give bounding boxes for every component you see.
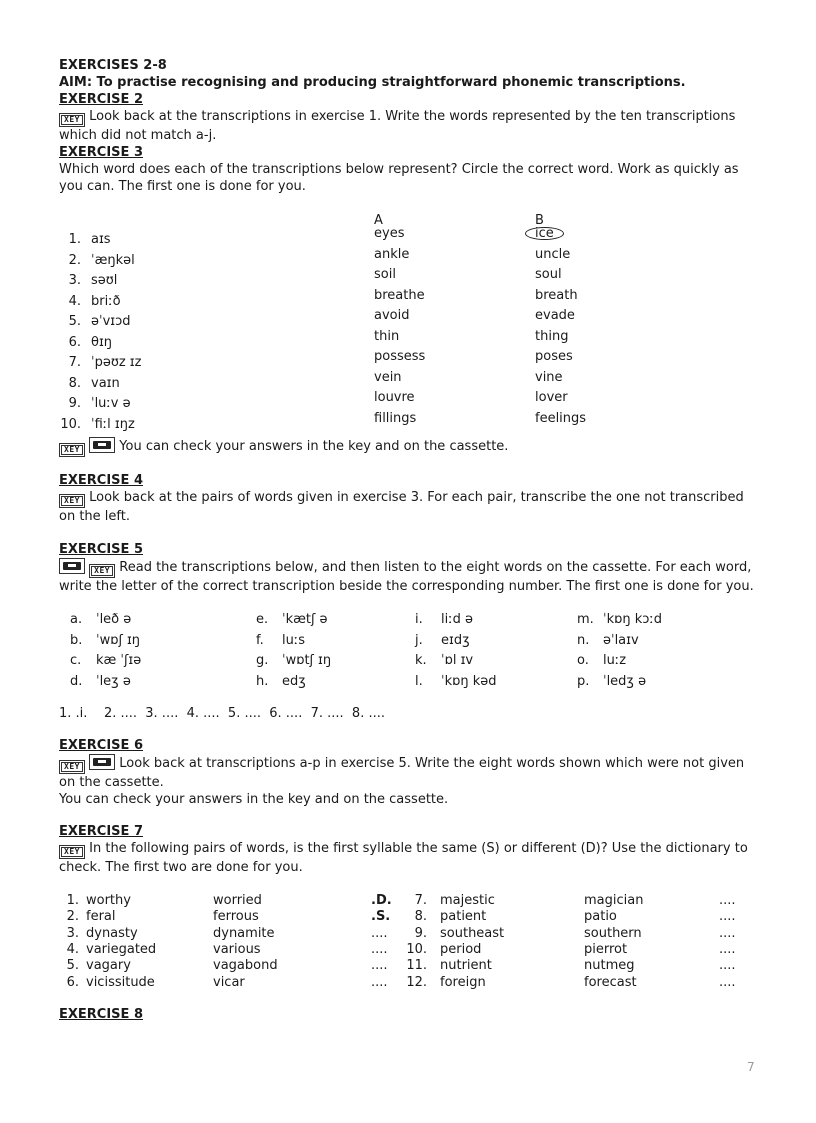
exercise-6-text: [59, 754, 759, 791]
option-letter: j.: [415, 632, 423, 648]
second-word: various: [213, 941, 261, 957]
worksheet-page: [59, 57, 759, 1023]
transcription: əˈvɪɔd: [91, 314, 131, 329]
option-letter: e.: [256, 612, 269, 627]
answer: .D.: [371, 893, 392, 908]
option-b: thing: [535, 328, 569, 344]
item-number: 10.: [60, 416, 81, 432]
second-word: nutmeg: [584, 958, 635, 974]
exercise-6-text-2: You can check your answers in the key and on the cassette.: [59, 792, 449, 807]
key-icon: XEY: [59, 113, 85, 127]
exercise-3-check-text: You can check your answers in the key and on the cassette.: [119, 439, 509, 454]
option-a: thin: [374, 328, 400, 344]
option-transcription: ˈwɒʃ ɪŋ: [96, 632, 141, 648]
option-letter: o.: [577, 653, 589, 668]
transcription: briːð: [91, 293, 121, 309]
pair-number: 8.: [414, 909, 427, 925]
exercise-3-table: [59, 212, 759, 432]
first-word: foreign: [440, 974, 486, 990]
pair-number: 7.: [414, 893, 427, 908]
option-a: vein: [374, 369, 402, 385]
answer: ....: [371, 958, 388, 974]
main-heading: EXERCISES 2-8: [59, 58, 167, 73]
exercise-7-instructions: In the following pairs of words, is the first syllable the same (S) or different (D)? Use the dictionary to check. The first two are done for you.: [59, 841, 748, 875]
option-transcription: ˈkætʃ ə: [282, 612, 328, 627]
exercise-2-title: EXERCISE 2: [59, 92, 143, 107]
pair-number: 12.: [406, 974, 427, 990]
item-number: 6.: [68, 334, 81, 350]
first-word: nutrient: [440, 958, 492, 974]
item-number: 2.: [68, 252, 81, 268]
option-transcription: ˈleʒ ə: [96, 673, 131, 689]
aim-heading: AIM: To practise recognising and producing straightforward phonemic transcriptions.: [59, 75, 686, 90]
exercise-7-title: EXERCISE 7: [59, 824, 143, 839]
cassette-icon: [89, 437, 115, 453]
key-icon: XEY: [89, 564, 115, 578]
answer: ....: [719, 909, 736, 925]
second-word: southern: [584, 925, 642, 941]
key-icon: XEY: [59, 760, 85, 774]
column-b-header: B: [535, 213, 544, 228]
option-transcription: ˈkɒŋ kɔːd: [603, 612, 663, 627]
option-transcription: eɪdʒ: [441, 632, 470, 648]
first-word: feral: [86, 909, 116, 925]
option-a: avoid: [374, 308, 410, 323]
option-transcription: ˈledʒ ə: [603, 673, 647, 689]
exercise-8-title: EXERCISE 8: [59, 1007, 143, 1022]
first-word: worthy: [86, 893, 131, 908]
option-b: breath: [535, 287, 578, 303]
exercise-5-title: EXERCISE 5: [59, 542, 143, 557]
exercise-7-text: [59, 840, 759, 876]
option-transcription: əˈlaɪv: [603, 632, 639, 648]
transcription: ˈfiːl ɪŋz: [91, 416, 135, 432]
option-a: breathe: [374, 287, 425, 303]
first-word: variegated: [86, 941, 157, 957]
answer: ....: [719, 974, 736, 990]
first-word: majestic: [440, 893, 495, 908]
key-icon: XEY: [59, 845, 85, 859]
key-icon: XEY: [59, 443, 85, 457]
option-b: poses: [535, 349, 573, 364]
exercise-3-title: EXERCISE 3: [59, 145, 143, 160]
answer: .S.: [371, 909, 391, 925]
first-word: patient: [440, 909, 487, 925]
exercise-6-instructions: Look back at transcriptions a-p in exercise 5. Write the eight words shown which were not given on the cassette.: [59, 756, 745, 790]
option-letter: l.: [415, 673, 423, 689]
exercise-4-instructions: Look back at the pairs of words given in exercise 3. For each pair, transcribe the one not transcribed on the left.: [59, 490, 744, 524]
option-b: lover: [535, 390, 568, 405]
pair-number: 10.: [406, 941, 427, 957]
option-letter: d.: [70, 673, 83, 689]
exercise-2-instructions: Look back at the transcriptions in exercise 1. Write the words represented by the ten transcriptions which did not match a-j.: [59, 109, 736, 143]
exercise-6-title: EXERCISE 6: [59, 738, 143, 753]
exercise-2-text: [59, 108, 759, 144]
pair-number: 9.: [414, 925, 427, 941]
option-b: feelings: [535, 410, 587, 426]
option-transcription: ˈkɒŋ kəd: [441, 673, 497, 689]
option-transcription: luːs: [282, 632, 306, 648]
option-letter: h.: [256, 673, 269, 689]
exercise-3-check: [59, 437, 759, 457]
item-number: 9.: [68, 396, 81, 411]
option-b: uncle: [535, 246, 571, 262]
option-letter: p.: [577, 673, 590, 689]
answer: ....: [719, 941, 736, 957]
transcription: vaɪn: [91, 375, 120, 391]
item-number: 5.: [68, 314, 81, 329]
pair-number: 4.: [66, 941, 79, 957]
exercise-5-instructions: Read the transcriptions below, and then listen to the eight words on the cassette. For each word, write the letter of the correct transcription beside the corresponding number. The first one is done for you.: [59, 560, 754, 594]
page-number: 7: [747, 1060, 755, 1074]
exercise-4-title: EXERCISE 4: [59, 473, 143, 488]
second-word: pierrot: [584, 941, 628, 957]
second-word: magician: [584, 893, 644, 908]
answer: ....: [371, 941, 388, 957]
answer: ....: [371, 925, 388, 941]
option-a: possess: [374, 349, 426, 364]
second-word: vicar: [213, 974, 245, 990]
option-a: fillings: [374, 410, 417, 426]
pair-number: 5.: [66, 958, 79, 974]
exercise-4-text: [59, 489, 759, 525]
item-number: 1.: [68, 232, 81, 247]
pair-number: 3.: [66, 925, 79, 941]
first-word: period: [440, 941, 482, 957]
second-word: vagabond: [213, 958, 278, 974]
option-transcription: ˈleð ə: [96, 612, 132, 627]
option-transcription: ˈwɒtʃ ɪŋ: [282, 653, 332, 668]
item-number: 4.: [68, 293, 81, 309]
pair-number: 1.: [66, 893, 79, 908]
transcription: ˈluːv ə: [91, 396, 131, 411]
second-word: dynamite: [213, 925, 275, 941]
second-word: ferrous: [213, 909, 259, 925]
answer: ....: [719, 893, 736, 908]
option-transcription: liːd ə: [441, 612, 473, 627]
option-letter: b.: [70, 632, 83, 648]
answer: ....: [719, 958, 736, 974]
cassette-icon: [59, 558, 85, 574]
option-letter: m.: [577, 612, 594, 627]
option-transcription: ˈɒl ɪv: [441, 653, 474, 668]
exercise-5-table: [59, 611, 759, 695]
second-word: worried: [213, 893, 262, 908]
item-number: 3.: [68, 273, 81, 288]
transcription: səʊl: [91, 273, 118, 288]
option-b: [525, 225, 564, 242]
exercise-5-answers: 1. .i. 2. .... 3. .... 4. .... 5. .... 6. .... 7. .... 8. ....: [59, 706, 385, 721]
first-word: southeast: [440, 925, 505, 941]
column-a-header: A: [374, 213, 383, 228]
transcription: aɪs: [91, 232, 111, 247]
option-transcription: luːz: [603, 653, 627, 668]
option-a: louvre: [374, 390, 415, 405]
second-word: forecast: [584, 974, 637, 990]
pair-number: 6.: [66, 974, 79, 990]
option-a: ankle: [374, 246, 410, 262]
exercise-7-table: [59, 892, 759, 990]
first-word: vagary: [86, 958, 131, 974]
option-letter: a.: [70, 612, 83, 627]
first-word: dynasty: [86, 925, 138, 941]
first-word: vicissitude: [86, 974, 155, 990]
answer: ....: [719, 925, 736, 941]
circled-answer: ice: [525, 227, 564, 240]
exercise-5-text: [59, 558, 759, 595]
exercise-3-text: Which word does each of the transcriptions below represent? Circle the correct word. Work as quickly as you can. The first one is done for you.: [59, 162, 739, 194]
key-icon: XEY: [59, 494, 85, 508]
second-word: patio: [584, 909, 617, 925]
transcription: ˈæŋkəl: [91, 252, 135, 268]
option-a: eyes: [374, 226, 405, 241]
pair-number: 11.: [406, 958, 427, 974]
cassette-icon: [89, 754, 115, 770]
transcription: ˈpəʊz ɪz: [91, 355, 142, 370]
option-transcription: kæ ˈʃɪə: [96, 653, 142, 668]
option-letter: k.: [415, 653, 427, 668]
option-letter: i.: [415, 612, 423, 627]
option-letter: c.: [70, 653, 82, 668]
option-letter: g.: [256, 653, 269, 668]
option-letter: f.: [256, 632, 264, 648]
option-b: vine: [535, 369, 563, 385]
item-number: 7.: [68, 355, 81, 370]
item-number: 8.: [68, 375, 81, 391]
option-transcription: edʒ: [282, 673, 306, 689]
option-letter: n.: [577, 632, 590, 648]
option-b: evade: [535, 308, 575, 323]
pair-number: 2.: [66, 909, 79, 925]
option-a: soil: [374, 267, 396, 282]
transcription: θɪŋ: [91, 334, 113, 350]
option-b: soul: [535, 267, 562, 282]
answer: ....: [371, 974, 388, 990]
